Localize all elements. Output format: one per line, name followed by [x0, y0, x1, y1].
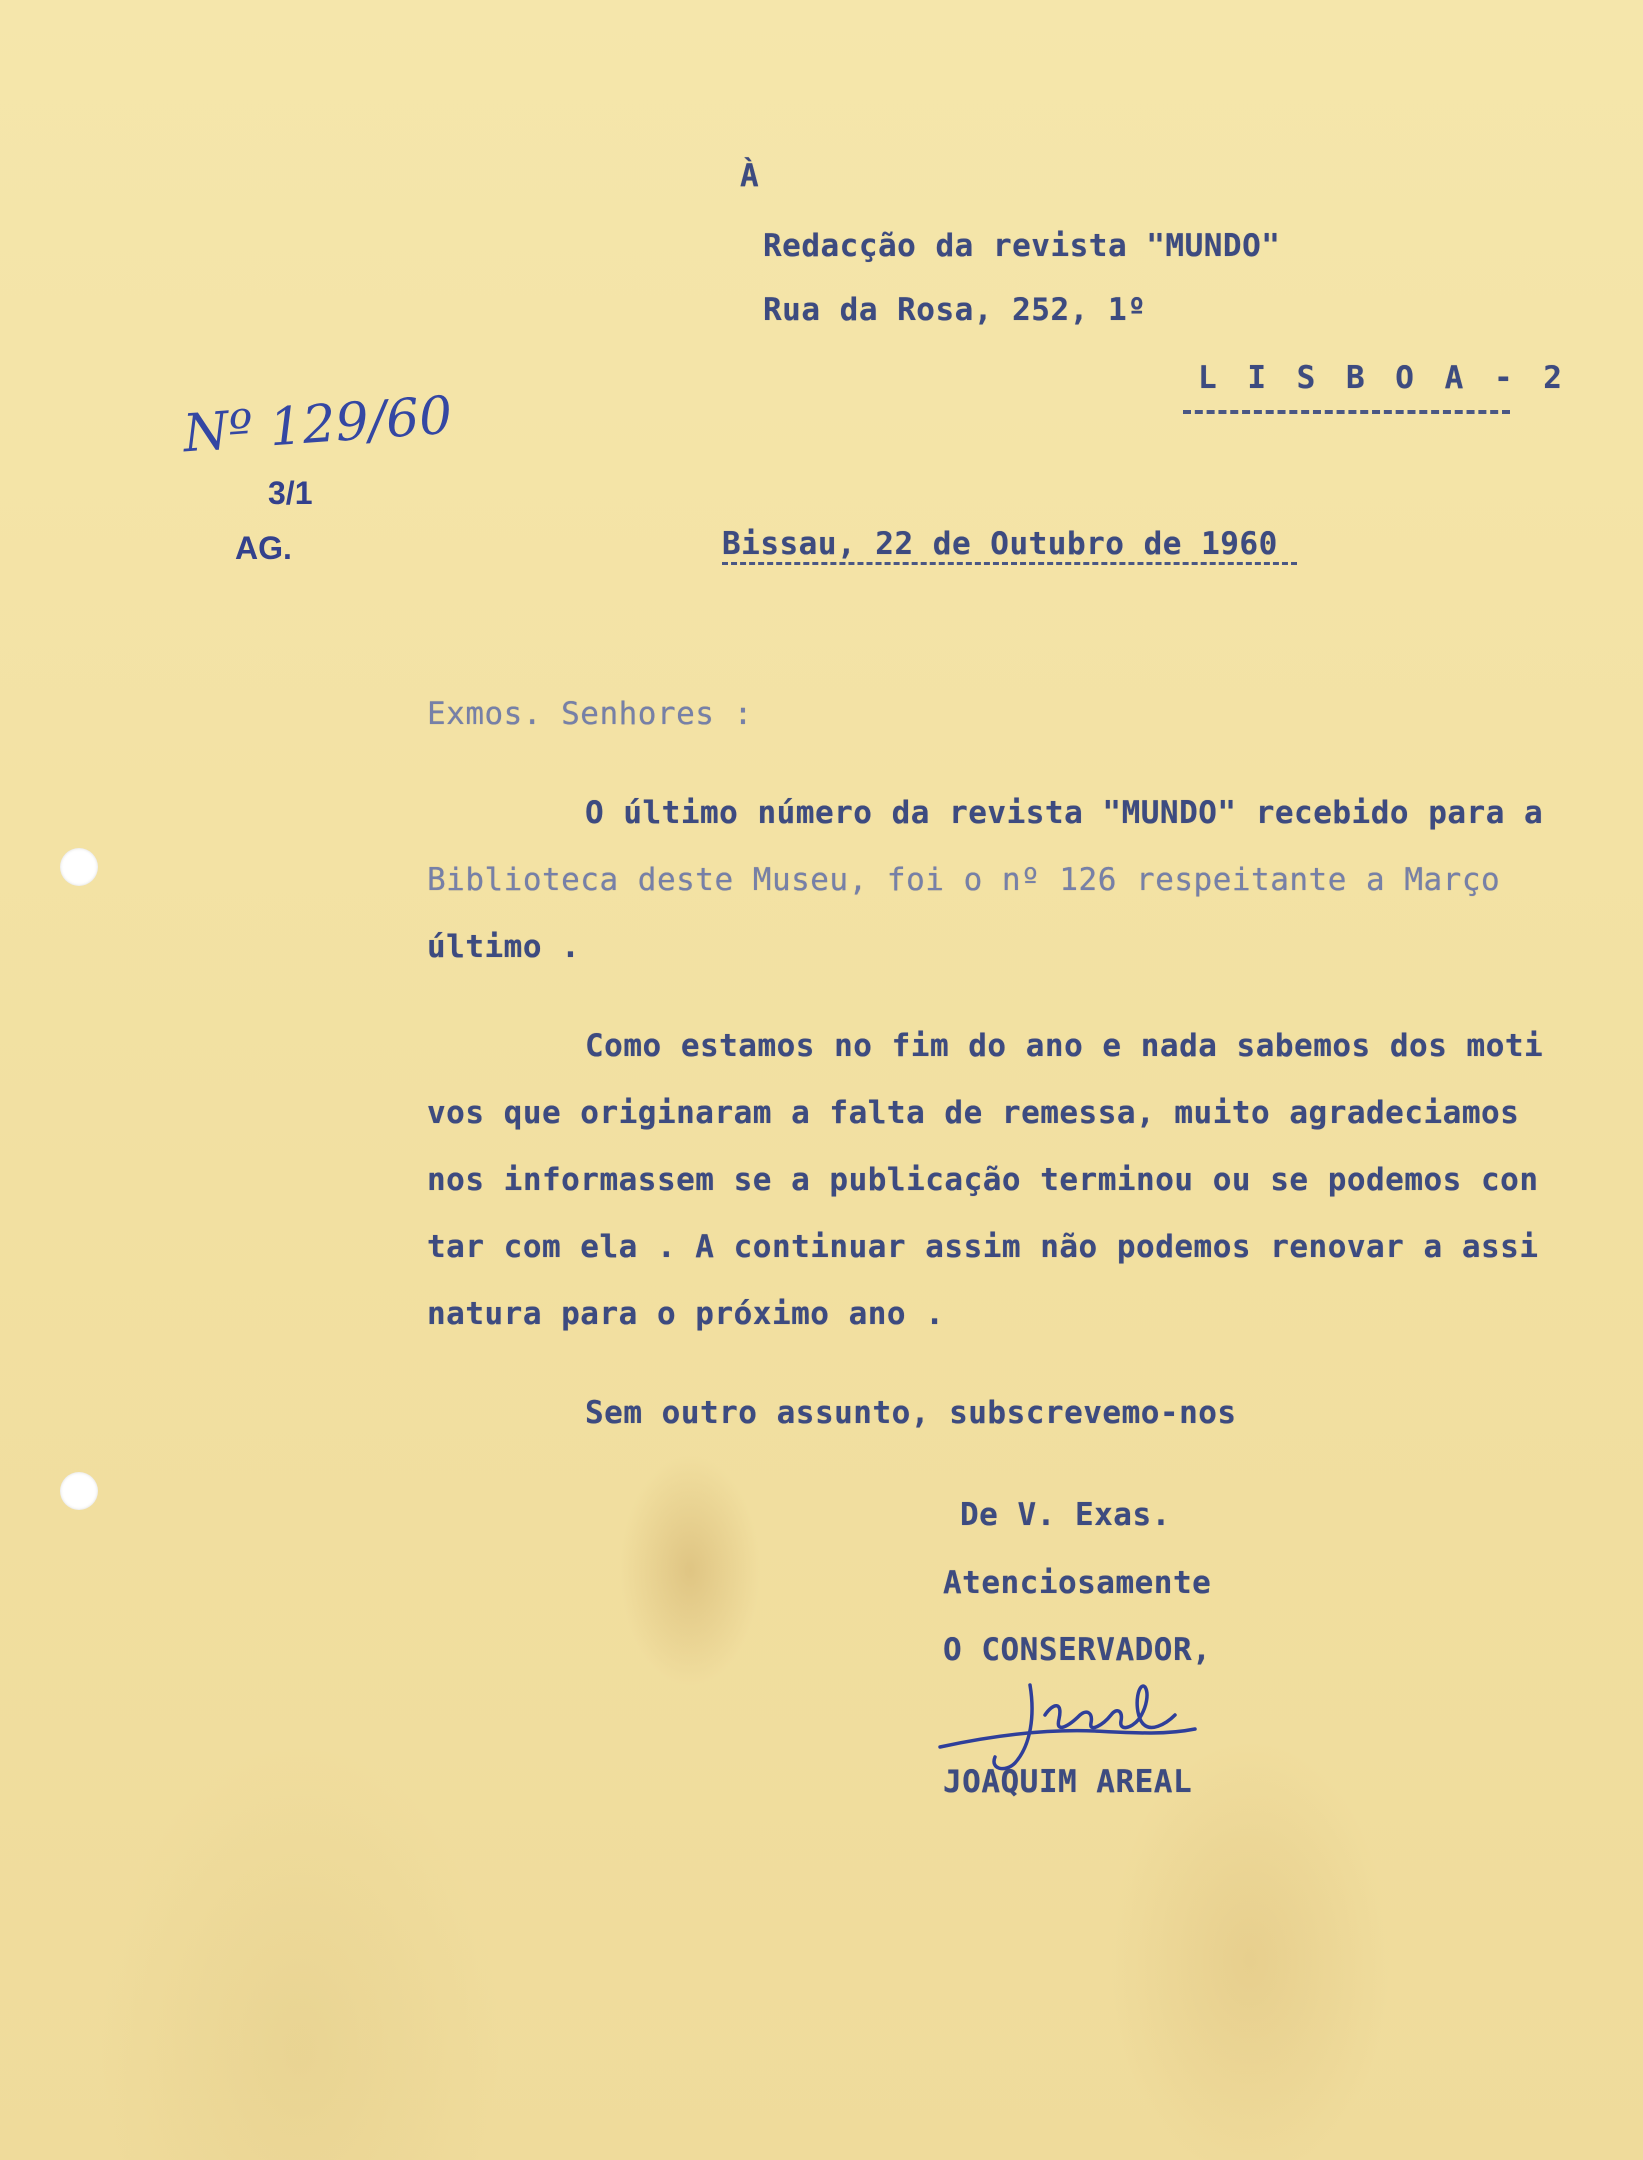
letter-date: Bissau, 22 de Outubro de 1960 — [722, 526, 1278, 562]
date-underline — [722, 562, 1297, 565]
reference-stamp-1: 3/1 — [268, 475, 313, 511]
body-p2-line-5: natura para o próximo ano . — [427, 1296, 945, 1332]
signoff-name: JOAQUIM AREAL — [943, 1764, 1193, 1800]
signoff-line-3: O CONSERVADOR, — [943, 1632, 1212, 1668]
body-p2-line-3: nos informassem se a publicação terminou ou se podemos con — [427, 1162, 1539, 1198]
handwritten-reference: Nº 129/60 — [181, 385, 455, 465]
salutation: Exmos. Senhores : — [427, 696, 753, 732]
body-p1-line-1: O último número da revista "MUNDO" recebido para a — [585, 795, 1544, 831]
address-line-2: Rua da Rosa, 252, 1º — [763, 292, 1147, 328]
body-p1-line-3: último . — [427, 929, 581, 965]
body-p1-line-2: Biblioteca deste Museu, foi o nº 126 respeitante a Março — [427, 862, 1501, 898]
address-line-1: Redacção da revista "MUNDO" — [763, 228, 1281, 264]
punch-hole-top — [60, 848, 98, 886]
address-prefix: À — [740, 158, 760, 194]
signoff-line-1: De V. Exas. — [960, 1497, 1171, 1533]
closing-line: Sem outro assunto, subscrevemo-nos — [585, 1395, 1237, 1431]
reference-stamp-2: AG. — [235, 530, 292, 566]
signoff-line-2: Atenciosamente — [943, 1565, 1212, 1601]
punch-hole-bottom — [60, 1472, 98, 1510]
body-p2-line-1: Como estamos no fim do ano e nada sabemos dos moti — [585, 1028, 1544, 1064]
body-p2-line-4: tar com ela . A continuar assim não podemos renovar a assi — [427, 1229, 1539, 1265]
body-p2-line-2: vos que originaram a falta de remessa, muito agradeciamos — [427, 1095, 1520, 1131]
city-underline — [1183, 410, 1510, 414]
address-city: L I S B O A - 2 — [1198, 360, 1568, 396]
